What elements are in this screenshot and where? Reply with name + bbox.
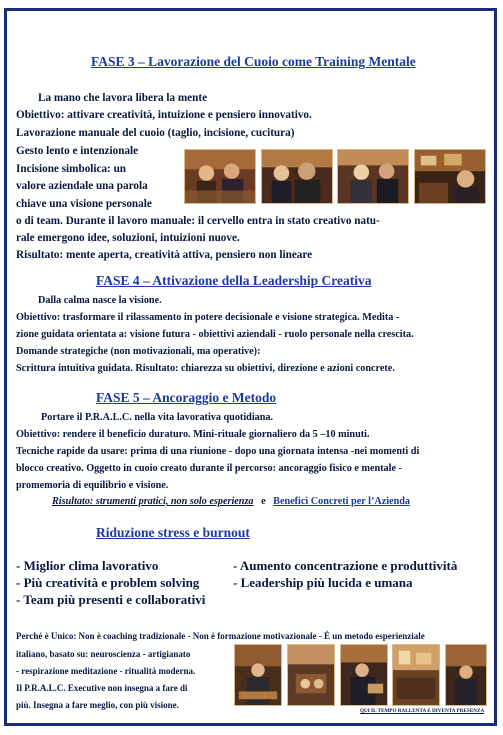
- fase3-line-6: o di team. Durante il lavoro manuale: il cervello entra in stato creativo natu-: [16, 215, 380, 227]
- riduzione-right-0: - Aumento concentrazione e produttività: [233, 558, 458, 573]
- unico-line-4: più. Insegna a fare meglio, con più visione.: [16, 700, 179, 710]
- fase3-intro: La mano che lavora libera la mente: [38, 92, 208, 104]
- fase5-connector: e: [261, 496, 266, 507]
- fase5-result-row: [52, 493, 410, 510]
- fase5-line-0: Obiettivo: rendere il beneficio duraturo. Mini-rituale giornaliero da 5 –10 minuti.: [16, 429, 370, 440]
- fase4-line-3: Scrittura intuitiva guidata. Risultato: chiarezza su obiettivi, direzione e azioni concrete.: [16, 363, 395, 374]
- fase5-intro: Portare il P.R.A.L.C. nella vita lavorativa quotidiana.: [41, 412, 274, 423]
- fase5-benefits: Benefici Concreti per l’Azienda: [273, 496, 411, 507]
- footer-tagline: QUI IL TEMPO RALLENTA E DIVENTA PRESENZA: [360, 708, 485, 714]
- workshop-photo-1: [184, 149, 256, 204]
- riduzione-left-0: - Miglior clima lavorativo: [16, 558, 159, 573]
- riduzione-right-1: - Leadership più lucida e umana: [233, 575, 413, 590]
- fase3-line-1: Lavorazione manuale del cuoio (taglio, incisione, cucitura): [16, 127, 295, 139]
- fase4-intro: Dalla calma nasce la visione.: [38, 295, 162, 306]
- fase3-line-3: Incisione simbolica: un: [16, 163, 127, 175]
- fase4-title: FASE 4 – Attivazione della Leadership Creativa: [96, 273, 372, 288]
- craft-photo-4: [392, 644, 440, 706]
- workshop-photo-3: [337, 149, 409, 204]
- fase4-line-1: zione guidata orientata a: visione futura - obiettivi aziendali - ruolo personale nella crescita.: [16, 329, 414, 340]
- craft-photo-5: [445, 644, 487, 706]
- unico-line-0: Perché è Unico: Non è coaching tradizionale - Non è formazione motivazionale - È un metodo esperienziale: [16, 631, 425, 641]
- craft-photo-1: [234, 644, 282, 706]
- workshop-photo-4: [414, 149, 486, 204]
- unico-line-2: - respirazione meditazione - ritualità moderna.: [16, 666, 196, 676]
- fase5-line-1: Tecniche rapide da usare: prima di una riunione - dopo una giornata intensa -nei momenti di: [16, 446, 420, 457]
- fase5-title: FASE 5 – Ancoraggio e Metodo: [96, 390, 277, 405]
- riduzione-left-2: - Team più presenti e collaborativi: [16, 592, 206, 607]
- fase5-result: Risultato: strumenti pratici, non solo esperienza: [52, 496, 254, 507]
- fase3-line-0: Obiettivo: attivare creatività, intuizione e pensiero innovativo.: [16, 109, 312, 121]
- fase3-line-5: chiave una visione personale: [16, 198, 152, 210]
- workshop-photo-2: [261, 149, 333, 204]
- craft-photo-2: [287, 644, 335, 706]
- unico-line-1: italiano, basato su: neuroscienza - artigianato: [16, 649, 191, 659]
- craft-photo-3: [340, 644, 388, 706]
- fase4-line-2: Domande strategiche (non motivazionali, ma operative):: [16, 346, 261, 357]
- fase3-title: FASE 3 – Lavorazione del Cuoio come Training Mentale: [91, 54, 416, 69]
- fase5-line-3: promemoria di equilibrio e visione.: [16, 480, 169, 491]
- fase3-line-8: Risultato: mente aperta, creatività attiva, pensiero non lineare: [16, 249, 313, 261]
- fase3-line-7: rale emergono idee, soluzioni, intuizioni nuove.: [16, 232, 240, 244]
- fase4-line-0: Obiettivo: trasformare il rilassamento in potere decisionale e visione strategica. Medita -: [16, 312, 400, 323]
- fase3-line-4: valore aziendale una parola: [16, 180, 148, 192]
- unico-line-3: Il P.R.A.L.C. Executive non insegna a fare di: [16, 683, 188, 693]
- riduzione-left-1: - Più creatività e problem solving: [16, 575, 200, 590]
- fase5-line-2: blocco creativo. Oggetto in cuoio creato durante il percorso: ancoraggio fisico e mentale -: [16, 463, 402, 474]
- riduzione-title: Riduzione stress e burnout: [96, 525, 250, 540]
- fase3-line-2: Gesto lento e intenzionale: [16, 145, 139, 157]
